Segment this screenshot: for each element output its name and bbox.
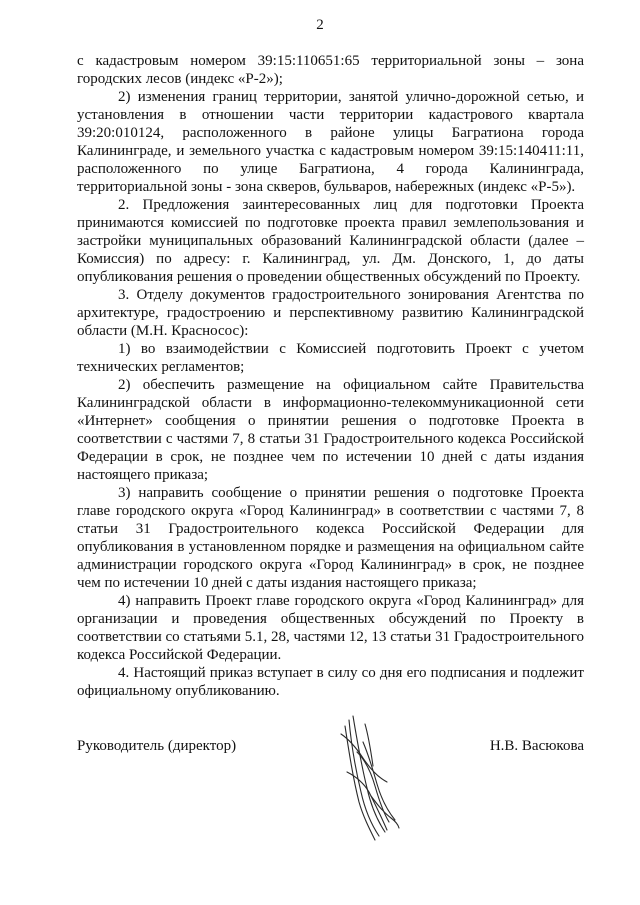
paragraph-item-3: 3) направить сообщение о принятии решения о подготовке Проекта главе городского округа «Город Калининград» в соответствии с частями 7, 8 статьи 31 Градостроительного кодекса Российской Федерации для опубликования в установленном порядке и размещения на официальном сайте администрации городского округа «Город Калининград» в срок, не позднее чем по истечении 10 дней с даты издания настоящего приказа; — [77, 485, 584, 591]
paragraph-item-4: 4) направить Проект главе городского округа «Город Калининград» для организации и проведения общественных обсуждений по Проекту в соответствии со статьями 5.1, 28, частями 12, 13 статьи 31 Градостроительного кодекса Российской Федерации. — [77, 593, 584, 663]
paragraph-section-3: 3. Отделу документов градостроительного зонирования Агентства по архитектуре, градостроению и перспективному развитию Калининградской области (М.Н. Красносос): — [77, 287, 584, 339]
signatory-position: Руководитель (директор) — [77, 738, 237, 754]
page-number: 2 — [316, 17, 324, 33]
signatory-name: Н.В. Васюкова — [489, 738, 584, 754]
document-body — [77, 52, 584, 700]
handwritten-signature — [335, 712, 405, 847]
signature-block — [77, 737, 584, 755]
paragraph-section-4: 4. Настоящий приказ вступает в силу со дня его подписания и подлежит официальному опубликованию. — [77, 665, 584, 699]
paragraph-section-2: 2. Предложения заинтересованных лиц для подготовки Проекта принимаются комиссией по подготовке проекта правил землепользования и застройки муниципальных образований Калининградской области (далее – Комиссия) по адресу: г. Калининград, ул. Дм. Донского, 1, до даты опубликования решения о проведении общественных обсуждений по Проекту. — [77, 197, 584, 285]
paragraph-continuation: с кадастровым номером 39:15:110651:65 территориальной зоны – зона городских лесов (индекс «Р-2»); — [77, 53, 584, 87]
paragraph-item-2-borders: 2) изменения границ территории, занятой улично-дорожной сетью, и установления в отношении части территории кадастрового квартала 39:20:010124, расположенного в районе улицы Багратиона города Калининграде, и земельного участка с кадастровым номером 39:15:140411:11, расположенного по улице Багратиона, 4 города Калининграда, территориальной зоны - зона скверов, бульваров, набережных (индекс «Р-5»). — [77, 89, 584, 195]
paragraph-item-1: 1) во взаимодействии с Комиссией подготовить Проект с учетом технических регламентов; — [77, 341, 584, 375]
paragraph-item-2: 2) обеспечить размещение на официальном сайте Правительства Калининградской области в информационно-телекоммуникационной сети «Интернет» сообщения о принятии решения о подготовке Проекта в соответствии с частями 7, 8 статьи 31 Градостроительного кодекса Российской Федерации в срок, не позднее чем по истечении 10 дней с даты издания настоящего приказа; — [77, 377, 584, 483]
